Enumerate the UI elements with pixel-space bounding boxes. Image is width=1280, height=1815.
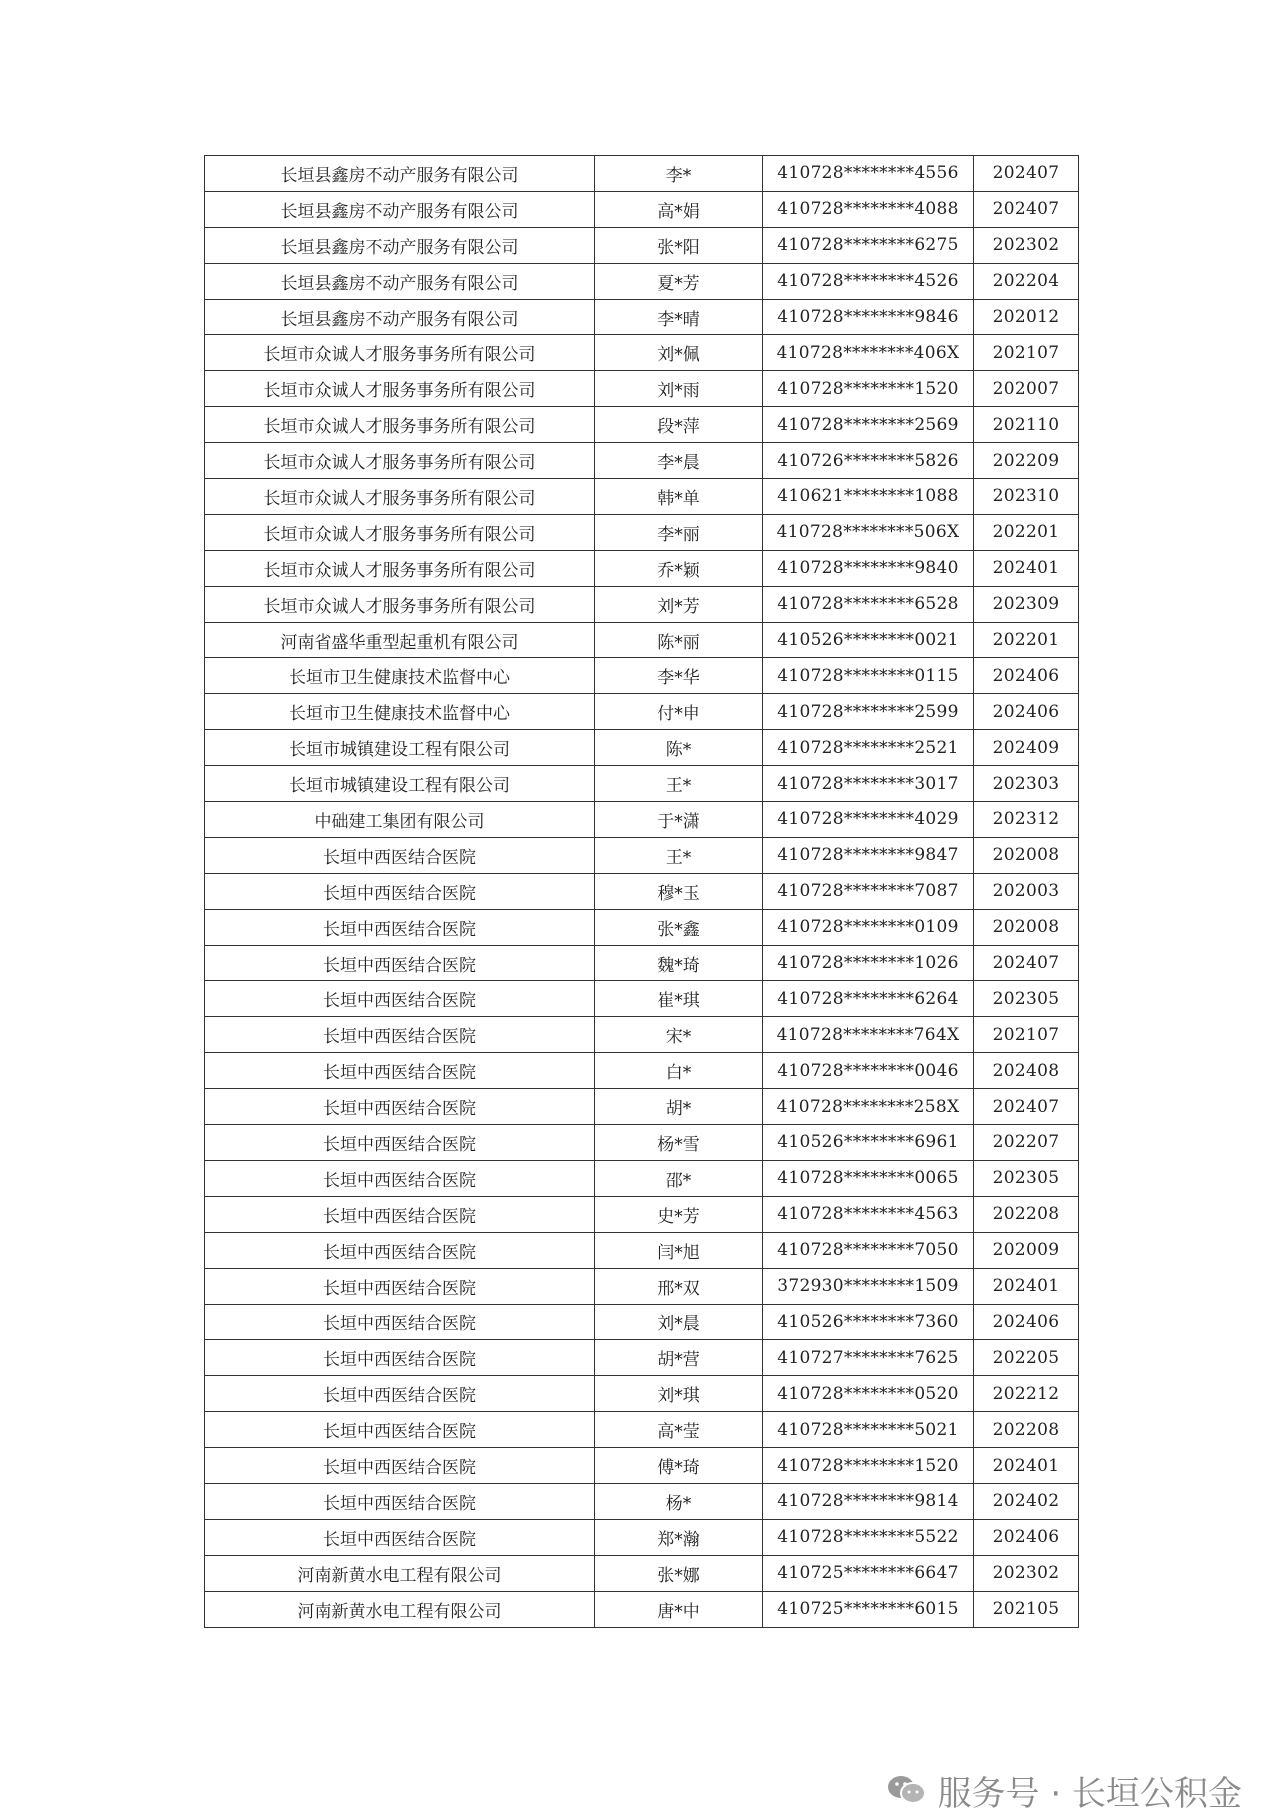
month-cell: 202107 — [974, 335, 1079, 371]
watermark-text: 服务号 · 长垣公积金 — [937, 1773, 1242, 1814]
table-row — [205, 730, 1079, 766]
month-cell: 202208 — [974, 1196, 1079, 1232]
month-cell: 202212 — [974, 1376, 1079, 1412]
month-cell: 202310 — [974, 479, 1079, 515]
unit-cell: 长垣市城镇建设工程有限公司 — [205, 730, 595, 766]
month-cell: 202406 — [974, 1304, 1079, 1340]
id-number-cell: 410728********406X — [763, 335, 974, 371]
table-row — [205, 1591, 1079, 1627]
table-row — [205, 299, 1079, 335]
name-cell: 刘*佩 — [595, 335, 763, 371]
name-cell: 王* — [595, 766, 763, 802]
id-number-cell: 410728********0109 — [763, 909, 974, 945]
id-number-cell: 410728********4563 — [763, 1196, 974, 1232]
table-row — [205, 263, 1079, 299]
name-cell: 王* — [595, 837, 763, 873]
name-cell: 史*芳 — [595, 1196, 763, 1232]
table-row — [205, 1555, 1079, 1591]
month-cell: 202406 — [974, 1519, 1079, 1555]
month-cell: 202312 — [974, 802, 1079, 838]
table-row — [205, 1196, 1079, 1232]
id-number-cell: 410728********0065 — [763, 1160, 974, 1196]
month-cell: 202009 — [974, 1232, 1079, 1268]
name-cell: 穆*玉 — [595, 873, 763, 909]
month-cell: 202208 — [974, 1412, 1079, 1448]
unit-cell: 长垣中西医结合医院 — [205, 1125, 595, 1161]
id-number-cell: 410728********3017 — [763, 766, 974, 802]
month-cell: 202309 — [974, 586, 1079, 622]
unit-cell: 长垣县鑫房不动产服务有限公司 — [205, 227, 595, 263]
name-cell: 段*萍 — [595, 407, 763, 443]
name-cell: 李*晴 — [595, 299, 763, 335]
id-number-cell: 410725********6015 — [763, 1591, 974, 1627]
table-row — [205, 1268, 1079, 1304]
unit-cell: 长垣中西医结合医院 — [205, 1448, 595, 1484]
table-row — [205, 1412, 1079, 1448]
table-row — [205, 1448, 1079, 1484]
month-cell: 202406 — [974, 658, 1079, 694]
month-cell: 202201 — [974, 514, 1079, 550]
table-row — [205, 694, 1079, 730]
table-row — [205, 1017, 1079, 1053]
month-cell: 202207 — [974, 1125, 1079, 1161]
month-cell: 202105 — [974, 1591, 1079, 1627]
month-cell: 202003 — [974, 873, 1079, 909]
roster-table-body — [205, 156, 1079, 1628]
month-cell: 202302 — [974, 227, 1079, 263]
month-cell: 202204 — [974, 263, 1079, 299]
unit-cell: 长垣市众诚人才服务事务所有限公司 — [205, 479, 595, 515]
table-row — [205, 156, 1079, 192]
table-row — [205, 873, 1079, 909]
name-cell: 夏*芳 — [595, 263, 763, 299]
id-number-cell: 410728********6264 — [763, 981, 974, 1017]
table-row — [205, 550, 1079, 586]
name-cell: 乔*颖 — [595, 550, 763, 586]
unit-cell: 长垣市众诚人才服务事务所有限公司 — [205, 550, 595, 586]
month-cell: 202305 — [974, 1160, 1079, 1196]
month-cell: 202402 — [974, 1483, 1079, 1519]
name-cell: 刘*芳 — [595, 586, 763, 622]
id-number-cell: 410728********4088 — [763, 191, 974, 227]
name-cell: 杨*雪 — [595, 1125, 763, 1161]
table-row — [205, 479, 1079, 515]
id-number-cell: 410728********9846 — [763, 299, 974, 335]
table-row — [205, 443, 1079, 479]
month-cell: 202008 — [974, 837, 1079, 873]
table-row — [205, 658, 1079, 694]
unit-cell: 长垣县鑫房不动产服务有限公司 — [205, 263, 595, 299]
name-cell: 邵* — [595, 1160, 763, 1196]
name-cell: 杨* — [595, 1483, 763, 1519]
month-cell: 202407 — [974, 156, 1079, 192]
unit-cell: 长垣市卫生健康技术监督中心 — [205, 658, 595, 694]
unit-cell: 长垣中西医结合医院 — [205, 873, 595, 909]
month-cell: 202205 — [974, 1340, 1079, 1376]
unit-cell: 长垣中西医结合医院 — [205, 1196, 595, 1232]
id-number-cell: 410728********9814 — [763, 1483, 974, 1519]
unit-cell: 长垣中西医结合医院 — [205, 1268, 595, 1304]
name-cell: 胡* — [595, 1089, 763, 1125]
name-cell: 李*丽 — [595, 514, 763, 550]
id-number-cell: 372930********1509 — [763, 1268, 974, 1304]
month-cell: 202401 — [974, 550, 1079, 586]
table-row — [205, 1053, 1079, 1089]
table-row — [205, 802, 1079, 838]
id-number-cell: 410728********6275 — [763, 227, 974, 263]
unit-cell: 长垣中西医结合医院 — [205, 1304, 595, 1340]
name-cell: 刘*晨 — [595, 1304, 763, 1340]
month-cell: 202110 — [974, 407, 1079, 443]
id-number-cell: 410728********2521 — [763, 730, 974, 766]
unit-cell: 长垣县鑫房不动产服务有限公司 — [205, 191, 595, 227]
id-number-cell: 410728********1520 — [763, 1448, 974, 1484]
month-cell: 202409 — [974, 730, 1079, 766]
table-row — [205, 335, 1079, 371]
id-number-cell: 410728********9840 — [763, 550, 974, 586]
name-cell: 张*鑫 — [595, 909, 763, 945]
table-row — [205, 945, 1079, 981]
id-number-cell: 410728********9847 — [763, 837, 974, 873]
unit-cell: 长垣中西医结合医院 — [205, 1232, 595, 1268]
name-cell: 张*阳 — [595, 227, 763, 263]
id-number-cell: 410728********5021 — [763, 1412, 974, 1448]
name-cell: 于*潇 — [595, 802, 763, 838]
roster-table — [204, 155, 1079, 1628]
name-cell: 李*华 — [595, 658, 763, 694]
unit-cell: 河南新黄水电工程有限公司 — [205, 1591, 595, 1627]
unit-cell: 长垣中西医结合医院 — [205, 981, 595, 1017]
month-cell: 202007 — [974, 371, 1079, 407]
month-cell: 202012 — [974, 299, 1079, 335]
name-cell: 付*申 — [595, 694, 763, 730]
id-number-cell: 410728********506X — [763, 514, 974, 550]
month-cell: 202201 — [974, 622, 1079, 658]
name-cell: 魏*琦 — [595, 945, 763, 981]
month-cell: 202406 — [974, 694, 1079, 730]
table-row — [205, 1376, 1079, 1412]
id-number-cell: 410728********4526 — [763, 263, 974, 299]
name-cell: 邢*双 — [595, 1268, 763, 1304]
unit-cell: 长垣市众诚人才服务事务所有限公司 — [205, 443, 595, 479]
name-cell: 陈*丽 — [595, 622, 763, 658]
unit-cell: 长垣中西医结合医院 — [205, 945, 595, 981]
unit-cell: 长垣市众诚人才服务事务所有限公司 — [205, 335, 595, 371]
id-number-cell: 410621********1088 — [763, 479, 974, 515]
month-cell: 202008 — [974, 909, 1079, 945]
unit-cell: 河南新黄水电工程有限公司 — [205, 1555, 595, 1591]
unit-cell: 长垣中西医结合医院 — [205, 1519, 595, 1555]
table-row — [205, 837, 1079, 873]
table-row — [205, 622, 1079, 658]
name-cell: 崔*琪 — [595, 981, 763, 1017]
name-cell: 唐*中 — [595, 1591, 763, 1627]
id-number-cell: 410725********6647 — [763, 1555, 974, 1591]
month-cell: 202407 — [974, 945, 1079, 981]
unit-cell: 长垣中西医结合医院 — [205, 1340, 595, 1376]
table-row — [205, 586, 1079, 622]
id-number-cell: 410728********258X — [763, 1089, 974, 1125]
id-number-cell: 410727********7625 — [763, 1340, 974, 1376]
name-cell: 高*莹 — [595, 1412, 763, 1448]
name-cell: 闫*旭 — [595, 1232, 763, 1268]
name-cell: 韩*单 — [595, 479, 763, 515]
id-number-cell: 410728********1026 — [763, 945, 974, 981]
unit-cell: 河南省盛华重型起重机有限公司 — [205, 622, 595, 658]
unit-cell: 长垣市城镇建设工程有限公司 — [205, 766, 595, 802]
table-row — [205, 407, 1079, 443]
table-row — [205, 1125, 1079, 1161]
table-row — [205, 1519, 1079, 1555]
id-number-cell: 410526********6961 — [763, 1125, 974, 1161]
unit-cell: 长垣中西医结合医院 — [205, 1053, 595, 1089]
id-number-cell: 410726********5826 — [763, 443, 974, 479]
table-row — [205, 1340, 1079, 1376]
table-row — [205, 1304, 1079, 1340]
name-cell: 傅*琦 — [595, 1448, 763, 1484]
id-number-cell: 410728********2599 — [763, 694, 974, 730]
unit-cell: 长垣市众诚人才服务事务所有限公司 — [205, 407, 595, 443]
name-cell: 郑*瀚 — [595, 1519, 763, 1555]
name-cell: 白* — [595, 1053, 763, 1089]
wechat-icon — [886, 1773, 928, 1807]
table-row — [205, 1089, 1079, 1125]
id-number-cell: 410526********7360 — [763, 1304, 974, 1340]
unit-cell: 长垣中西医结合医院 — [205, 1483, 595, 1519]
table-row — [205, 1232, 1079, 1268]
month-cell: 202401 — [974, 1268, 1079, 1304]
month-cell: 202303 — [974, 766, 1079, 802]
id-number-cell: 410728********4556 — [763, 156, 974, 192]
id-number-cell: 410728********0046 — [763, 1053, 974, 1089]
id-number-cell: 410728********5522 — [763, 1519, 974, 1555]
name-cell: 刘*琪 — [595, 1376, 763, 1412]
table-row — [205, 514, 1079, 550]
unit-cell: 长垣中西医结合医院 — [205, 1089, 595, 1125]
name-cell: 张*娜 — [595, 1555, 763, 1591]
month-cell: 202407 — [974, 1089, 1079, 1125]
unit-cell: 长垣市众诚人才服务事务所有限公司 — [205, 371, 595, 407]
id-number-cell: 410728********7087 — [763, 873, 974, 909]
month-cell: 202407 — [974, 191, 1079, 227]
month-cell: 202305 — [974, 981, 1079, 1017]
month-cell: 202209 — [974, 443, 1079, 479]
month-cell: 202408 — [974, 1053, 1079, 1089]
table-row — [205, 371, 1079, 407]
id-number-cell: 410526********0021 — [763, 622, 974, 658]
table-row — [205, 191, 1079, 227]
account-watermark — [886, 1770, 1242, 1814]
id-number-cell: 410728********6528 — [763, 586, 974, 622]
unit-cell: 长垣县鑫房不动产服务有限公司 — [205, 299, 595, 335]
unit-cell: 长垣中西医结合医院 — [205, 1376, 595, 1412]
unit-cell: 长垣市卫生健康技术监督中心 — [205, 694, 595, 730]
unit-cell: 长垣中西医结合医院 — [205, 1160, 595, 1196]
month-cell: 202302 — [974, 1555, 1079, 1591]
table-row — [205, 1160, 1079, 1196]
month-cell: 202401 — [974, 1448, 1079, 1484]
id-number-cell: 410728********4029 — [763, 802, 974, 838]
id-number-cell: 410728********7050 — [763, 1232, 974, 1268]
table-row — [205, 981, 1079, 1017]
name-cell: 刘*雨 — [595, 371, 763, 407]
unit-cell: 长垣市众诚人才服务事务所有限公司 — [205, 514, 595, 550]
name-cell: 李* — [595, 156, 763, 192]
table-row — [205, 227, 1079, 263]
unit-cell: 长垣县鑫房不动产服务有限公司 — [205, 156, 595, 192]
id-number-cell: 410728********764X — [763, 1017, 974, 1053]
name-cell: 宋* — [595, 1017, 763, 1053]
name-cell: 高*娟 — [595, 191, 763, 227]
name-cell: 陈* — [595, 730, 763, 766]
unit-cell: 中础建工集团有限公司 — [205, 802, 595, 838]
id-number-cell: 410728********0115 — [763, 658, 974, 694]
unit-cell: 长垣市众诚人才服务事务所有限公司 — [205, 586, 595, 622]
id-number-cell: 410728********2569 — [763, 407, 974, 443]
name-cell: 李*晨 — [595, 443, 763, 479]
table-row — [205, 1483, 1079, 1519]
unit-cell: 长垣中西医结合医院 — [205, 1412, 595, 1448]
unit-cell: 长垣中西医结合医院 — [205, 909, 595, 945]
table-row — [205, 909, 1079, 945]
unit-cell: 长垣中西医结合医院 — [205, 1017, 595, 1053]
name-cell: 胡*营 — [595, 1340, 763, 1376]
unit-cell: 长垣中西医结合医院 — [205, 837, 595, 873]
table-row — [205, 766, 1079, 802]
month-cell: 202107 — [974, 1017, 1079, 1053]
id-number-cell: 410728********0520 — [763, 1376, 974, 1412]
id-number-cell: 410728********1520 — [763, 371, 974, 407]
